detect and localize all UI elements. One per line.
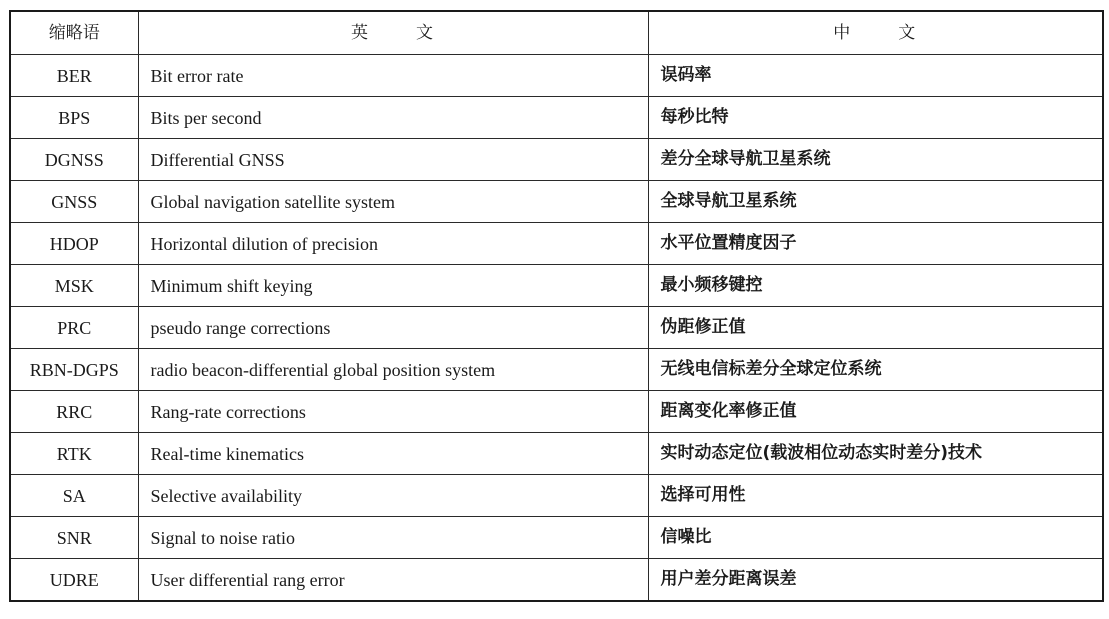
english-term-cell: Signal to noise ratio	[138, 517, 648, 559]
table-row	[10, 391, 1103, 433]
chinese-term-cell: 无线电信标差分全球定位系统	[648, 349, 1103, 391]
header-chinese-char-1: 中	[833, 22, 853, 43]
header-chinese-char-2: 文	[898, 22, 918, 43]
table-row	[10, 265, 1103, 307]
english-term-cell: User differential rang error	[138, 559, 648, 602]
abbreviation-table-container	[9, 10, 1102, 602]
chinese-term-cell: 最小频移键控	[648, 265, 1103, 307]
abbreviation-cell: DGNSS	[10, 139, 138, 181]
english-term-cell: Differential GNSS	[138, 139, 648, 181]
english-term-cell: pseudo range corrections	[138, 307, 648, 349]
table-row	[10, 55, 1103, 97]
chinese-term-cell: 实时动态定位(载波相位动态实时差分)技术	[648, 433, 1103, 475]
header-chinese	[648, 11, 1103, 55]
chinese-term-cell: 全球导航卫星系统	[648, 181, 1103, 223]
abbreviation-cell: RTK	[10, 433, 138, 475]
chinese-term-cell: 伪距修正值	[648, 307, 1103, 349]
chinese-term-cell: 差分全球导航卫星系统	[648, 139, 1103, 181]
chinese-term-cell: 选择可用性	[648, 475, 1103, 517]
chinese-term-cell: 用户差分距离误差	[648, 559, 1103, 602]
chinese-term-cell: 距离变化率修正值	[648, 391, 1103, 433]
english-term-cell: radio beacon-differential global position system	[138, 349, 648, 391]
english-term-cell: Horizontal dilution of precision	[138, 223, 648, 265]
table-row	[10, 517, 1103, 559]
chinese-term-cell: 水平位置精度因子	[648, 223, 1103, 265]
table-row	[10, 307, 1103, 349]
abbreviation-cell: SNR	[10, 517, 138, 559]
header-english-char-1: 英	[351, 22, 370, 43]
abbreviation-cell: RBN-DGPS	[10, 349, 138, 391]
english-term-cell: Real-time kinematics	[138, 433, 648, 475]
chinese-term-cell: 误码率	[648, 55, 1103, 97]
abbreviation-cell: SA	[10, 475, 138, 517]
english-term-cell: Minimum shift keying	[138, 265, 648, 307]
english-term-cell: Rang-rate corrections	[138, 391, 648, 433]
abbreviation-cell: PRC	[10, 307, 138, 349]
chinese-term-cell: 信噪比	[648, 517, 1103, 559]
chinese-term-cell: 每秒比特	[648, 97, 1103, 139]
english-term-cell: Selective availability	[138, 475, 648, 517]
header-row	[10, 11, 1103, 55]
header-english-char-2: 文	[416, 22, 435, 43]
table-row	[10, 433, 1103, 475]
abbreviation-cell: MSK	[10, 265, 138, 307]
abbreviation-cell: UDRE	[10, 559, 138, 602]
english-term-cell: Bits per second	[138, 97, 648, 139]
abbreviation-cell: RRC	[10, 391, 138, 433]
table-row	[10, 349, 1103, 391]
header-abbreviation-label: 缩略语	[48, 22, 100, 43]
abbreviation-cell: GNSS	[10, 181, 138, 223]
abbreviation-cell: BER	[10, 55, 138, 97]
table-row	[10, 139, 1103, 181]
header-english	[138, 11, 648, 55]
table-row	[10, 559, 1103, 602]
table-row	[10, 181, 1103, 223]
english-term-cell: Bit error rate	[138, 55, 648, 97]
english-term-cell: Global navigation satellite system	[138, 181, 648, 223]
table-row	[10, 97, 1103, 139]
abbreviation-cell: BPS	[10, 97, 138, 139]
abbreviation-table	[9, 10, 1104, 602]
header-abbreviation	[10, 11, 138, 55]
table-row	[10, 475, 1103, 517]
table-row	[10, 223, 1103, 265]
abbreviation-cell: HDOP	[10, 223, 138, 265]
